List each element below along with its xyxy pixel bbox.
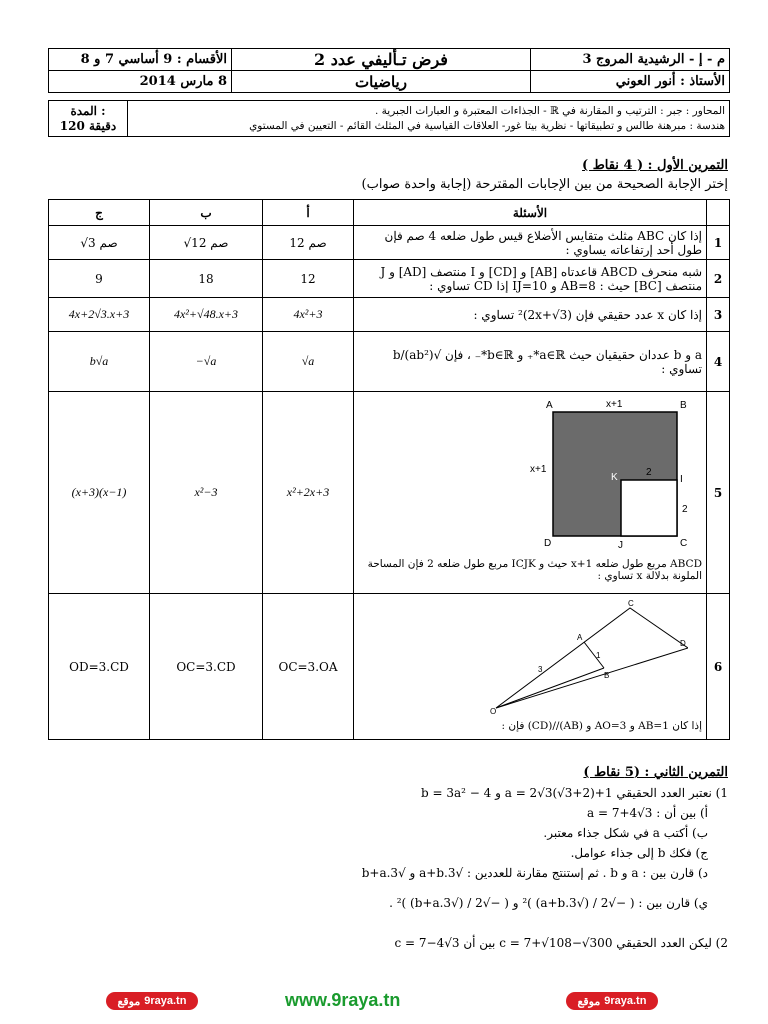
question-number: 6 xyxy=(707,594,730,740)
answer-c: (x+3)(x−1) xyxy=(49,392,150,594)
label-J: J xyxy=(618,540,623,551)
ex1-title: التمرين الأول : ( 4 نقاط ) xyxy=(582,158,728,173)
answer-a: √a xyxy=(263,332,354,392)
answer-b: 4x²+√48.x+3 xyxy=(150,298,263,332)
answer-a: x²+2x+3 xyxy=(263,392,354,594)
label-B: B xyxy=(680,400,687,411)
col-questions-header: الأسئلة xyxy=(354,200,707,226)
answer-a: 12 صم xyxy=(263,226,354,260)
label-1: 1 xyxy=(596,651,601,660)
table-row xyxy=(49,594,730,740)
ex2-item-1: أ) بين أن : a = 7+4√3 xyxy=(586,806,708,820)
question-number: 5 xyxy=(707,392,730,594)
subject: رياضيات xyxy=(232,71,531,93)
answer-c: OD=3.CD xyxy=(49,594,150,740)
ex2-item-2: ب) أكتب a في شكل جذاء معتبر. xyxy=(543,826,708,840)
label-top: x+1 xyxy=(606,399,623,410)
label-side2: 2 xyxy=(682,504,688,515)
logo-text: 9raya.tn xyxy=(144,995,187,1007)
question-text: شبه منحرف ABCD قاعدتاه [AB] و [CD] و I منتصف [AD] و J منتصف [BC] حيث : AB=8 و IJ=10 إذا CD تساوي : xyxy=(354,260,707,298)
site-logo-left[interactable] xyxy=(106,992,198,1010)
answer-c: 9 xyxy=(49,260,150,298)
square-figure xyxy=(358,394,688,554)
answer-b: √12 صم xyxy=(150,226,263,260)
answer-c: √3 صم xyxy=(49,226,150,260)
mcq-table xyxy=(48,199,730,740)
label-K: K xyxy=(611,472,618,483)
question-text: إذا كان x عدد حقيقي فإن (2x+√3)² تساوي : xyxy=(354,298,707,332)
label-side1: 2 xyxy=(646,467,652,478)
question-number: 2 xyxy=(707,260,730,298)
ex2-item-4: د) قارن بين : a و b . ثم إستنتج مقارنة للعددين : √3.a+b و √3.b+a xyxy=(361,866,708,880)
label-B: B xyxy=(604,671,610,680)
duration: 120 دقيقة xyxy=(59,118,117,133)
table-row xyxy=(49,298,730,332)
ex2-item-3: ج) فكك b إلى جذاء عوامل. xyxy=(570,846,708,860)
school-name: م - إ - الرشيدية المروج 3 xyxy=(531,49,730,71)
exam-date: 8 مارس 2014 xyxy=(49,71,232,93)
table-row xyxy=(49,260,730,298)
label-I: I xyxy=(680,474,683,485)
table-row xyxy=(49,392,730,594)
answer-c: b√a xyxy=(49,332,150,392)
logo-tag: موقع xyxy=(577,995,601,1008)
answer-a: 12 xyxy=(263,260,354,298)
col-a-header: أ xyxy=(263,200,354,226)
website-link[interactable]: www.9raya.tn xyxy=(285,990,401,1010)
ex2-title: التمرين الثاني : (5 نقاط ) xyxy=(583,765,728,780)
question-text: إذا كان ABC مثلث متقايس الأضلاع قيس طول ضلعه 4 صم فإن طول أحد إرتفاعاته يساوي : xyxy=(354,226,707,260)
label-3: 3 xyxy=(538,665,543,674)
col-c-header: ج xyxy=(49,200,150,226)
label-A: A xyxy=(577,633,583,642)
col-b-header: ب xyxy=(150,200,263,226)
question-text: ABCD مربع طول ضلعه x+1 حيث و ICJK مربع طول ضلعه 2 فإن المساحة الملونة بدلالة x تساوي : xyxy=(367,558,702,582)
label-A: A xyxy=(546,400,553,411)
label-D: D xyxy=(544,538,552,549)
label-D: D xyxy=(680,639,686,648)
triangle-figure xyxy=(358,596,688,714)
exam-title: فرض تـأليفي عدد 2 xyxy=(232,49,531,71)
topics-table xyxy=(48,100,730,137)
table-row xyxy=(49,226,730,260)
ex2-body xyxy=(88,787,728,957)
answer-b: 18 xyxy=(150,260,263,298)
site-logo-right[interactable] xyxy=(566,992,658,1010)
label-C: C xyxy=(628,599,634,608)
logo-tag: موقع xyxy=(117,995,141,1008)
ex2-item-5: ي) قارن بين : ( −√2 / (√3.a+b) )² و ( −√2 / (√3.b+a) )² . xyxy=(389,896,708,910)
ex1-instruction: إختر الإجابة الصحيحة من بين الإجابات المقترحة (إجابة واحدة صواب) xyxy=(361,177,728,192)
logo-text: 9raya.tn xyxy=(604,995,647,1007)
answer-a: 4x²+3 xyxy=(263,298,354,332)
header-table xyxy=(48,48,730,93)
answer-c: 4x+2√3.x+3 xyxy=(49,298,150,332)
duration-label: المدة : xyxy=(70,104,106,119)
classes: الأقسام : 9 أساسي 7 و 8 xyxy=(49,49,232,71)
question-number: 4 xyxy=(707,332,730,392)
label-left: x+1 xyxy=(530,464,547,475)
answer-b: −√a xyxy=(150,332,263,392)
label-C: C xyxy=(680,538,688,549)
question-number: 1 xyxy=(707,226,730,260)
topics-algebra: المحاور : جبر : الترتيب و المقارنة في ℝ - الجذاءات المعتبرة و العبارات الجبرية . xyxy=(374,105,725,118)
table-row xyxy=(49,332,730,392)
answer-a: OC=3.OA xyxy=(263,594,354,740)
answer-b: OC=3.CD xyxy=(150,594,263,740)
ex2-part2: 2) ليكن العدد الحقيقي c = 7+√108−√300 بين أن c = 7−4√3 xyxy=(394,936,728,950)
answer-b: x²−3 xyxy=(150,392,263,594)
question-text: إذا كان AB=1 و AO=3 و (AB)//(CD) فإن : xyxy=(501,720,702,732)
ex2-part1: 1) نعتبر العدد الحقيقي a = 2√3(√3+2)+1 و b = 3a² − 4 xyxy=(420,786,728,800)
label-O: O xyxy=(490,707,497,714)
question-text: a و b عددان حقيقيان حيث a∈ℝ*₊ و b∈ℝ*₋ ، فإن √(ab²)/b تساوي : xyxy=(354,332,707,392)
topics-geometry: هندسة : مبرهنة طالس و تطبيقاتها - نظرية بيتا غور- العلاقات القياسية في المثلث القائم - التعيين في المستوي xyxy=(249,119,725,132)
question-number: 3 xyxy=(707,298,730,332)
teacher-name: الأستاذ : أنور العوني xyxy=(531,71,730,93)
